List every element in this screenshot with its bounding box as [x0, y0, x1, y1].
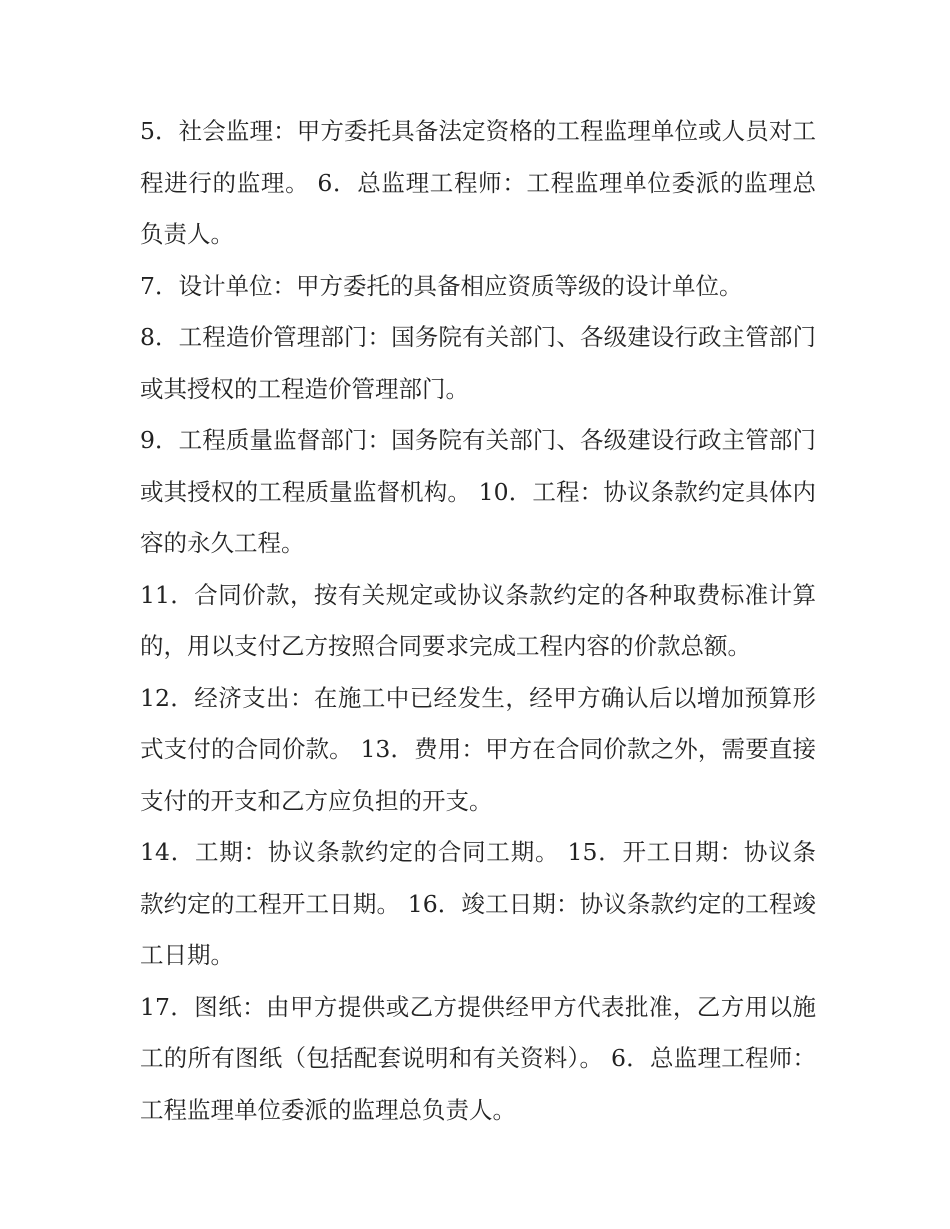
paragraph-item-5-6: 5．社会监理：甲方委托具备法定资格的工程监理单位或人员对工程进行的监理。 6．总监理工程师：工程监理单位委派的监理总负责人。	[140, 117, 816, 248]
paragraph-item-17: 17．图纸：由甲方提供或乙方提供经甲方代表批准，乙方用以施工的所有图纸（包括配套说明和有关资料）。 6．总监理工程师：工程监理单位委派的监理总负责人。	[140, 992, 816, 1124]
paragraph-item-12-13: 12．经济支出：在施工中已经发生，经甲方确认后以增加预算形式支付的合同价款。 13．费用：甲方在合同价款之外，需要直接支付的开支和乙方应负担的开支。	[140, 683, 816, 815]
paragraph-item-9-10: 9．工程质量监督部门：国务院有关部门、各级建设行政主管部门或其授权的工程质量监督机构。 10．工程：协议条款约定具体内容的永久工程。	[140, 426, 816, 557]
paragraph-item-14-16: 14．工期：协议条款约定的合同工期。 15．开工日期：协议条款约定的工程开工日期。 16．竣工日期：协议条款约定的工程竣工日期。	[140, 838, 816, 969]
document-body	[140, 106, 816, 1136]
paragraph-item-8: 8．工程造价管理部门：国务院有关部门、各级建设行政主管部门或其授权的工程造价管理部门。	[140, 323, 816, 403]
paragraph-item-11: 11．合同价款，按有关规定或协议条款约定的各种取费标准计算的，用以支付乙方按照合同要求完成工程内容的价款总额。	[140, 580, 816, 660]
paragraph-item-7: 7．设计单位：甲方委托的具备相应资质等级的设计单位。	[140, 271, 743, 300]
